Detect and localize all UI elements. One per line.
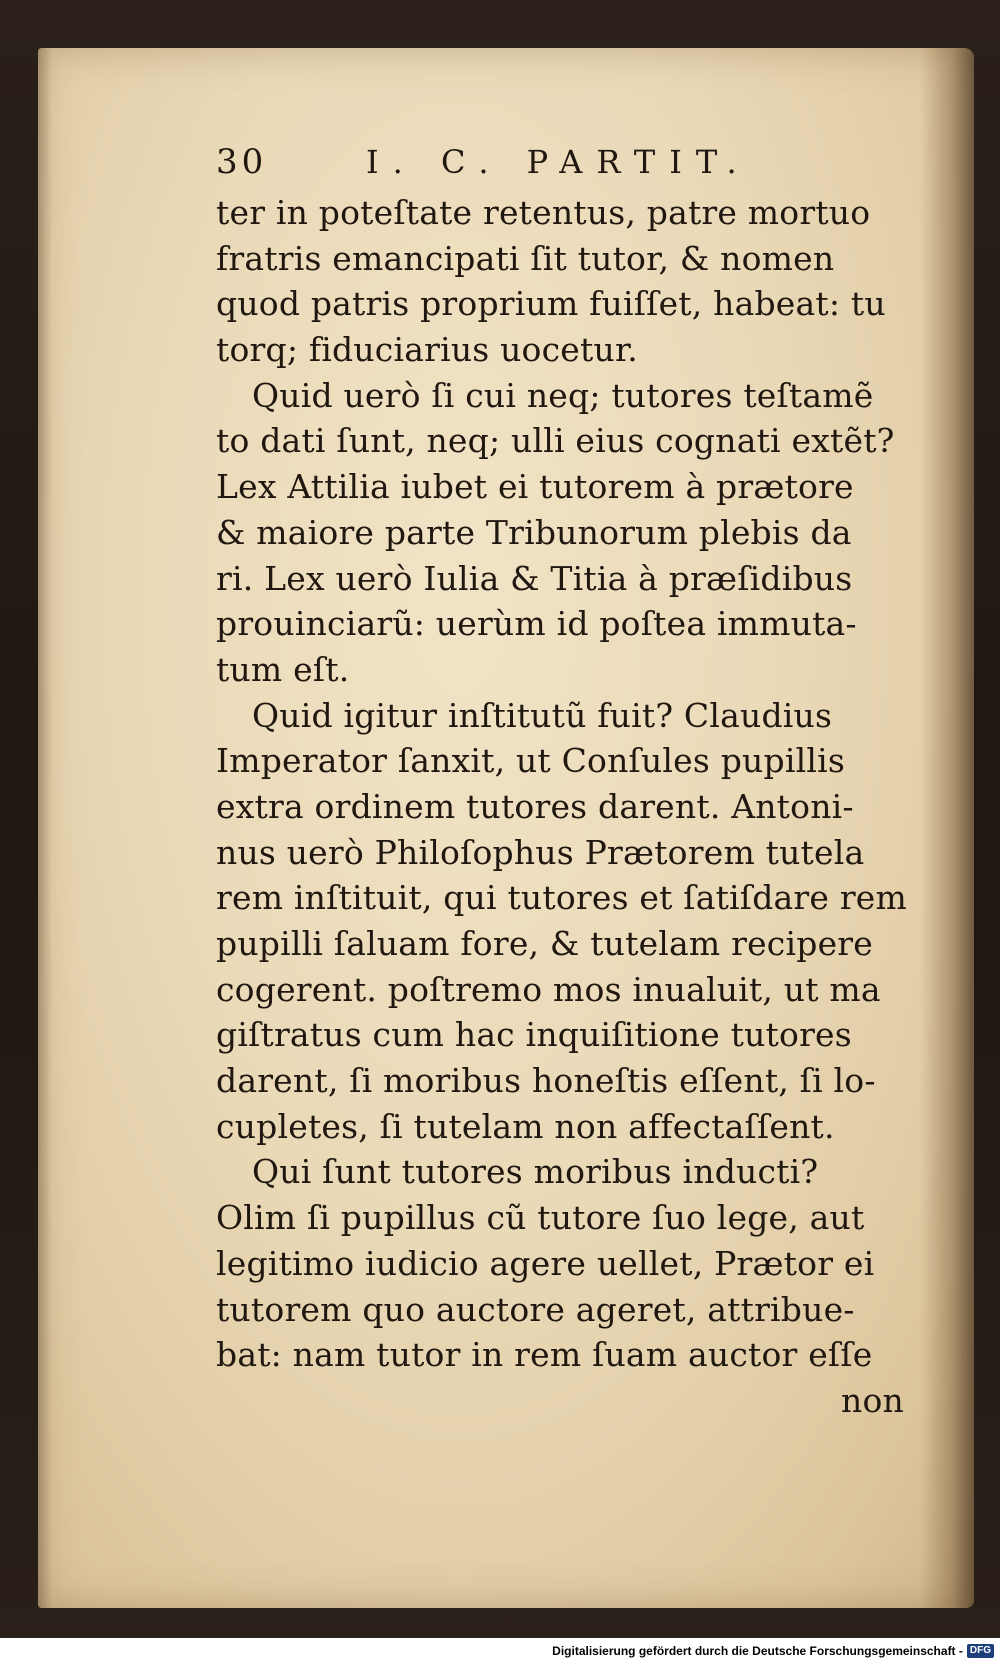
text-line: cupletes, ſi tutelam non affectaſſent. (216, 1106, 835, 1146)
question-line: Qui ſunt tutores moribus inducti? (252, 1152, 819, 1192)
text-line: quod patris proprium fuiſſet, habeat: tu (216, 284, 886, 324)
catchword: non (841, 1380, 904, 1420)
text-line: Lex Attilia iubet ei tutorem à prætore (216, 467, 854, 507)
question-line: Quid igitur inſtitutũ fuit? Claudius (252, 695, 833, 735)
text-line: extra ordinem tutores darent. Antoni- (216, 786, 854, 826)
text-line: tum eſt. (216, 649, 350, 689)
book-page (38, 48, 974, 1608)
text-line: ri. Lex uerò Iulia & Titia à præſidibus (216, 558, 853, 598)
text-line: Olim ſi pupillus cũ tutore ſuo lege, aut (216, 1198, 865, 1238)
text-lines (216, 190, 956, 1424)
text-line: giſtratus cum hac inquiſitione tutores (216, 1015, 852, 1055)
text-line: Imperator ſanxit, ut Conſules pupillis (216, 741, 845, 781)
text-line: & maiore parte Tribunorum plebis da (216, 512, 852, 552)
question-line: Quid uerò ſi cui neq; tutores teſtamẽ (252, 375, 874, 415)
text-line: to dati ſunt, neq; ulli eius cognati extẽt? (216, 421, 895, 461)
page-number: 30 (216, 142, 268, 182)
text-line: bat: nam tutor in rem ſuam auctor eſſe (216, 1335, 873, 1375)
text-line: ter in poteſtate retentus, patre mortuo (216, 193, 871, 232)
text-line: tutorem quo auctore ageret, attribue- (216, 1289, 855, 1329)
text-line: pupilli ſaluam fore, & tutelam recipere (216, 924, 874, 963)
footer-credit-text: Digitalisierung gefördert durch die Deutsche Forschungsgemeinschaft - (552, 1644, 963, 1658)
running-head (216, 142, 956, 190)
text-line: darent, ſi moribus honeſtis eſſent, ſi lo- (216, 1061, 876, 1101)
text-line: torq; fiduciarius uocetur. (216, 330, 638, 370)
dfg-logo-icon: DFG (967, 1644, 994, 1658)
digitization-footer (0, 1638, 1000, 1664)
text-line: cogerent. poſtremo mos inualuit, ut ma (216, 969, 881, 1009)
running-head-title: I. C. PARTIT. (366, 143, 751, 181)
text-line: rem inſtituit, qui tutores et ſatiſdare rem (216, 878, 908, 918)
page-edge-shadow (38, 48, 52, 1608)
text-line: fratris emancipati ſit tutor, & nomen (216, 238, 835, 278)
text-block (216, 142, 956, 1424)
text-line: prouinciarũ: uerùm id poſtea immuta- (216, 604, 857, 644)
text-line: nus uerò Philoſophus Prætorem tutela (216, 832, 865, 872)
text-line: legitimo iudicio agere uellet, Prætor ei (216, 1243, 875, 1283)
